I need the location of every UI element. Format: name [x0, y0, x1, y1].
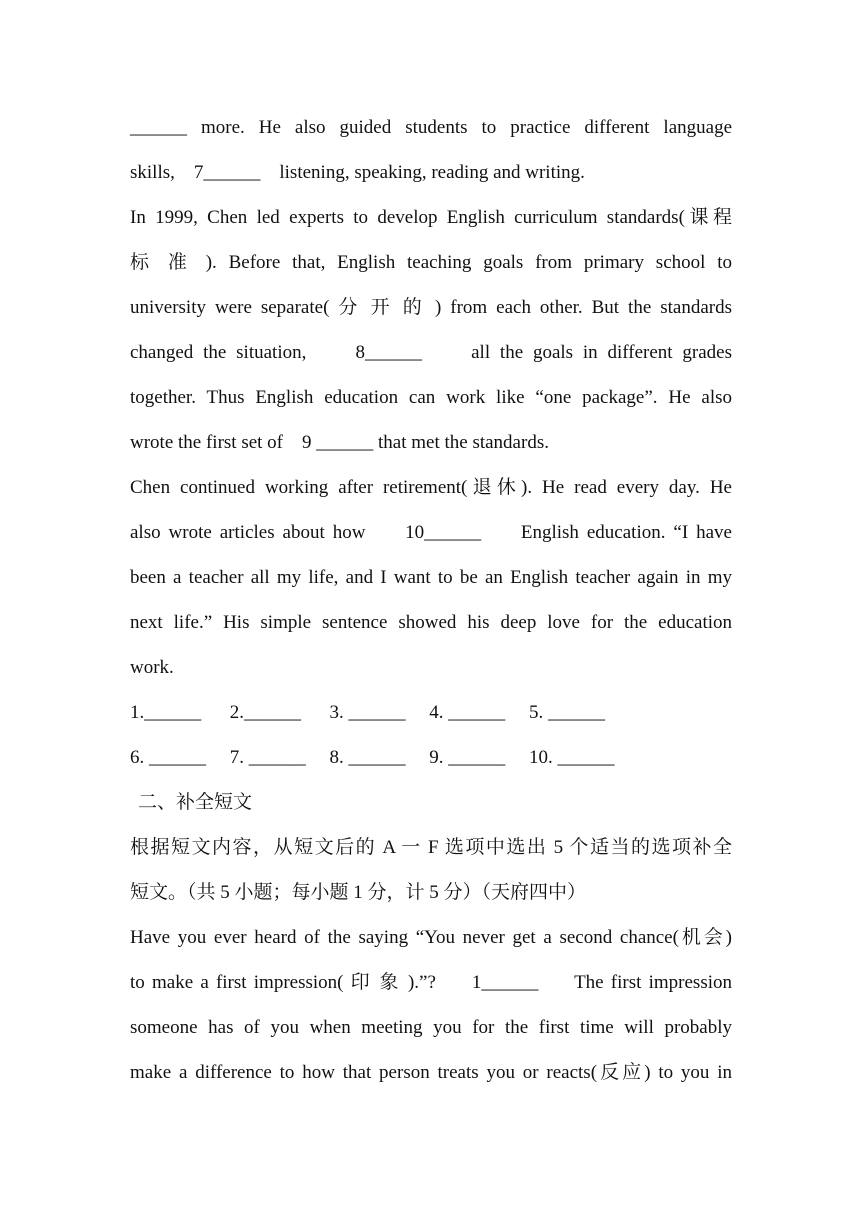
passage-line: 标 准 ). Before that, English teaching goals from primary school to	[130, 252, 732, 273]
passage-line: together. Thus English education can work like “one package”. He also	[130, 387, 732, 408]
answer-row-1: 1.______ 2.______ 3. ______ 4. ______ 5. ______	[130, 702, 605, 723]
passage-line: Chen continued working after retirement(退休). He read every day. He	[130, 477, 732, 498]
section-instruction: 短文。（共 5 小题；每小题 1 分，计 5 分）（天府四中）	[130, 882, 587, 903]
passage-line: been a teacher all my life, and I want to be an English teacher again in my	[130, 567, 732, 588]
section-heading: 二、补全短文	[138, 792, 253, 813]
passage-line: next life.” His simple sentence showed his deep love for the education	[130, 612, 732, 633]
passage-line: Have you ever heard of the saying “You never get a second chance(机会)	[130, 927, 732, 948]
answer-row-2: 6. ______ 7. ______ 8. ______ 9. ______ 10. ______	[130, 747, 615, 768]
passage-line: skills, 7______ listening, speaking, reading and writing.	[130, 162, 585, 183]
passage-line: ______ more. He also guided students to practice different language	[130, 117, 732, 138]
passage-line: university were separate( 分 开 的 ) from each other. But the standards	[130, 297, 732, 318]
passage-line: also wrote articles about how 10______ English education. “I have	[130, 522, 732, 543]
passage-line: someone has of you when meeting you for the first time will probably	[130, 1017, 732, 1038]
passage-line: work.	[130, 657, 174, 678]
passage-line: wrote the first set of 9 ______ that met the standards.	[130, 432, 549, 453]
section-instruction: 根据短文内容，从短文后的 A 一 F 选项中选出 5 个适当的选项补全	[130, 837, 732, 858]
passage-line: to make a first impression( 印 象 ).”? 1______ The first impression	[130, 972, 732, 993]
passage-line: make a difference to how that person treats you or reacts(反应) to you in	[130, 1062, 732, 1083]
passage-line: In 1999, Chen led experts to develop English curriculum standards(课程	[130, 207, 732, 228]
passage-line: changed the situation, 8______ all the goals in different grades	[130, 342, 732, 363]
